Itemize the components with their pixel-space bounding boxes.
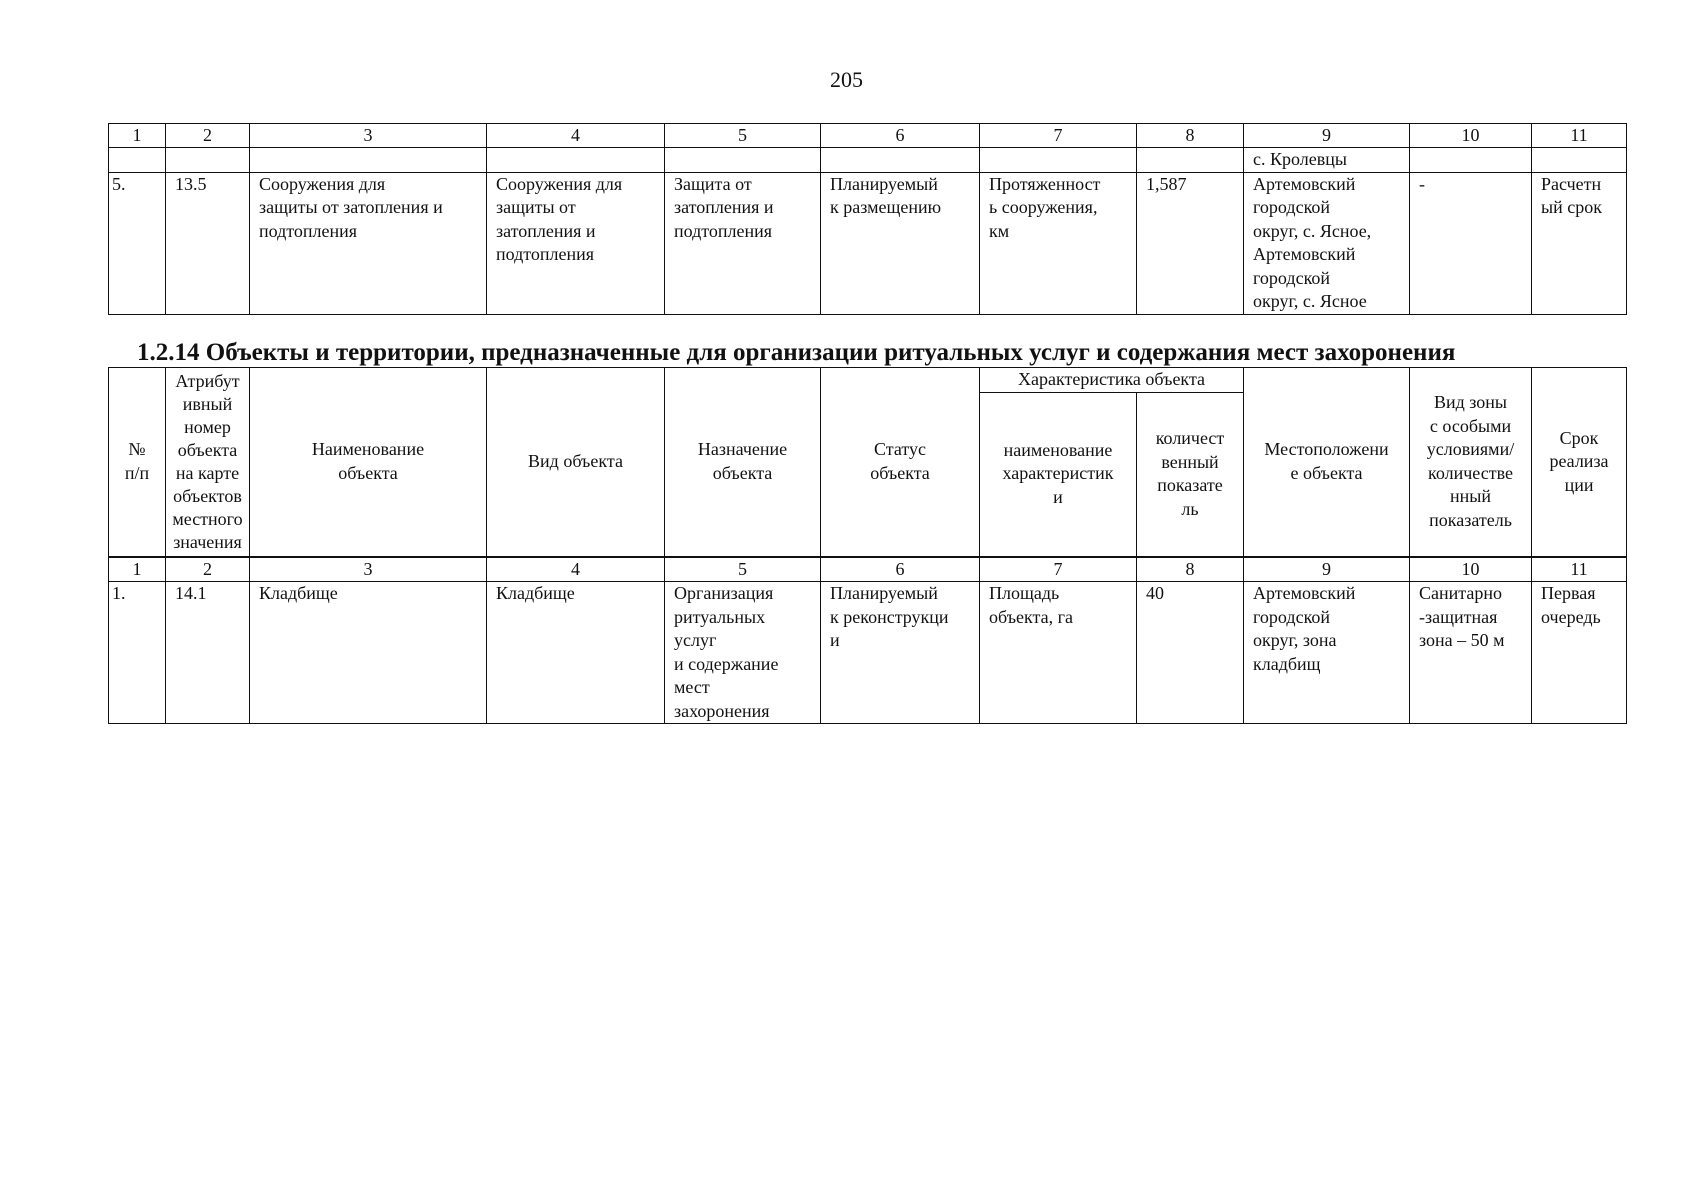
attr-number-cell: 14.1 bbox=[166, 582, 250, 724]
header-location: Местоположени е объекта bbox=[1244, 368, 1410, 557]
table-row bbox=[109, 582, 1627, 724]
column-number: 4 bbox=[487, 558, 665, 582]
column-number: 9 bbox=[1244, 124, 1410, 148]
column-number: 5 bbox=[665, 558, 821, 582]
locality-subheader-row bbox=[109, 148, 1627, 173]
column-number: 6 bbox=[821, 124, 980, 148]
object-status-cell: Планируемый к реконструкци и bbox=[821, 582, 980, 724]
header-characteristic-name: наименование характеристик и bbox=[980, 392, 1137, 556]
table-row bbox=[109, 172, 1627, 314]
header-characteristic: Характеристика объекта bbox=[980, 368, 1244, 393]
column-number: 10 bbox=[1410, 124, 1532, 148]
column-number: 1 bbox=[109, 558, 166, 582]
object-status-cell: Планируемый к размещению bbox=[821, 172, 980, 314]
location-cell: Артемовский городской округ, с. Ясное, Артемовский городской округ, с. Ясное bbox=[1244, 172, 1410, 314]
term-cell: Первая очередь bbox=[1532, 582, 1627, 724]
header-term: Срок реализа ции bbox=[1532, 368, 1627, 557]
header-characteristic-value: количест венный показате ль bbox=[1137, 392, 1244, 556]
characteristic-name-cell: Площадь объекта, га bbox=[980, 582, 1137, 724]
header-object-type: Вид объекта bbox=[487, 368, 665, 557]
zone-cell: - bbox=[1410, 172, 1532, 314]
column-number: 10 bbox=[1410, 558, 1532, 582]
object-name-cell: Кладбище bbox=[250, 582, 487, 724]
column-number: 8 bbox=[1137, 124, 1244, 148]
locality-cell: с. Кролевцы bbox=[1244, 148, 1410, 173]
page-number: 205 bbox=[830, 67, 863, 92]
column-number: 7 bbox=[980, 124, 1137, 148]
object-type-cell: Сооружения для защиты от затопления и подтопления bbox=[487, 172, 665, 314]
column-number: 2 bbox=[166, 124, 250, 148]
ritual-objects-table-body bbox=[108, 557, 1627, 724]
attr-number-cell: 13.5 bbox=[166, 172, 250, 314]
column-number: 11 bbox=[1532, 558, 1627, 582]
characteristic-value-cell: 40 bbox=[1137, 582, 1244, 724]
row-number-cell: 1. bbox=[109, 582, 166, 724]
column-number: 7 bbox=[980, 558, 1137, 582]
header-row-number: № п/п bbox=[109, 368, 166, 557]
characteristic-name-cell: Протяженност ь сооружения, км bbox=[980, 172, 1137, 314]
location-cell: Артемовский городской округ, зона кладбищ bbox=[1244, 582, 1410, 724]
characteristic-value-cell: 1,587 bbox=[1137, 172, 1244, 314]
column-number: 1 bbox=[109, 124, 166, 148]
column-number: 3 bbox=[250, 558, 487, 582]
column-number: 5 bbox=[665, 124, 821, 148]
row-number-cell: 5. bbox=[109, 172, 166, 314]
column-number: 9 bbox=[1244, 558, 1410, 582]
column-number: 2 bbox=[166, 558, 250, 582]
objects-table-continued bbox=[108, 123, 1627, 315]
column-numbering-row bbox=[109, 124, 1627, 148]
ritual-objects-table-header bbox=[108, 367, 1627, 557]
header-attr-number: Атрибут ивный номер объекта на карте объектов местного значения bbox=[166, 368, 250, 557]
column-number: 4 bbox=[487, 124, 665, 148]
object-name-cell: Сооружения для защиты от затопления и подтопления bbox=[250, 172, 487, 314]
section-title: 1.2.14 Объекты и территории, предназначенные для организации ритуальных услуг и содержания мест захоронения bbox=[137, 339, 1456, 366]
column-numbering-row bbox=[109, 558, 1627, 582]
object-type-cell: Кладбище bbox=[487, 582, 665, 724]
header-zone: Вид зоны с особыми условиями/ количестве нный показатель bbox=[1410, 368, 1532, 557]
object-purpose-cell: Защита от затопления и подтопления bbox=[665, 172, 821, 314]
header-object-name: Наименование объекта bbox=[250, 368, 487, 557]
column-number: 6 bbox=[821, 558, 980, 582]
object-purpose-cell: Организация ритуальных услуг и содержание мест захоронения bbox=[665, 582, 821, 724]
zone-cell: Санитарно -защитная зона – 50 м bbox=[1410, 582, 1532, 724]
term-cell: Расчетн ый срок bbox=[1532, 172, 1627, 314]
header-object-purpose: Назначение объекта bbox=[665, 368, 821, 557]
column-number: 11 bbox=[1532, 124, 1627, 148]
header-object-status: Статус объекта bbox=[821, 368, 980, 557]
column-number: 3 bbox=[250, 124, 487, 148]
column-number: 8 bbox=[1137, 558, 1244, 582]
